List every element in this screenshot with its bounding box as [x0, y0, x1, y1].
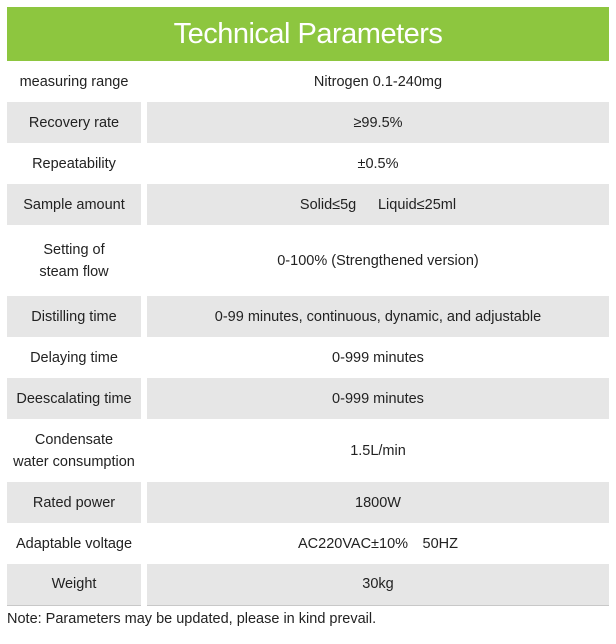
page-title: Technical Parameters	[7, 7, 609, 61]
parameter-value: 30kg	[144, 564, 609, 605]
footnote: Note: Parameters may be updated, please in kind prevail.	[7, 611, 377, 627]
parameter-label: Recovery rate	[7, 102, 144, 143]
parameter-label: Rated power	[7, 482, 144, 523]
parameter-label	[7, 225, 144, 296]
table-row	[7, 61, 609, 102]
parameter-label-text: Condensate water consumption	[13, 431, 135, 470]
parameter-value: ≥99.5%	[144, 102, 609, 143]
parameter-value: 0-100% (Strengthened version)	[144, 225, 609, 296]
parameter-value: 1800W	[144, 482, 609, 523]
parameter-label: measuring range	[7, 61, 144, 102]
table-row	[7, 184, 609, 225]
table-row	[7, 337, 609, 378]
parameter-value: Nitrogen 0.1-240mg	[144, 61, 609, 102]
table-row	[7, 143, 609, 184]
table-row	[7, 523, 609, 564]
parameter-label: Deescalating time	[7, 378, 144, 419]
parameter-label: Distilling time	[7, 296, 144, 337]
table-row	[7, 296, 609, 337]
parameters-sheet	[7, 7, 609, 606]
parameter-label	[7, 419, 144, 482]
table-row	[7, 225, 609, 296]
table-row	[7, 102, 609, 143]
parameter-value: ±0.5%	[144, 143, 609, 184]
parameter-label: Weight	[7, 564, 144, 605]
table-row	[7, 482, 609, 523]
parameter-label: Delaying time	[7, 337, 144, 378]
parameter-value: 1.5L/min	[144, 419, 609, 482]
parameter-value: 0-999 minutes	[144, 337, 609, 378]
table-row	[7, 378, 609, 419]
table-row	[7, 419, 609, 482]
table-row	[7, 564, 609, 605]
parameter-label: Sample amount	[7, 184, 144, 225]
parameter-value: AC220VAC±10% 50HZ	[144, 523, 609, 564]
parameters-table	[7, 61, 609, 606]
parameter-label-text: Setting of steam flow	[39, 241, 109, 280]
parameter-value: 0-99 minutes, continuous, dynamic, and adjustable	[144, 296, 609, 337]
parameter-label: Repeatability	[7, 143, 144, 184]
parameter-value: Solid≤5g Liquid≤25ml	[144, 184, 609, 225]
parameter-label: Adaptable voltage	[7, 523, 144, 564]
parameter-value: 0-999 minutes	[144, 378, 609, 419]
